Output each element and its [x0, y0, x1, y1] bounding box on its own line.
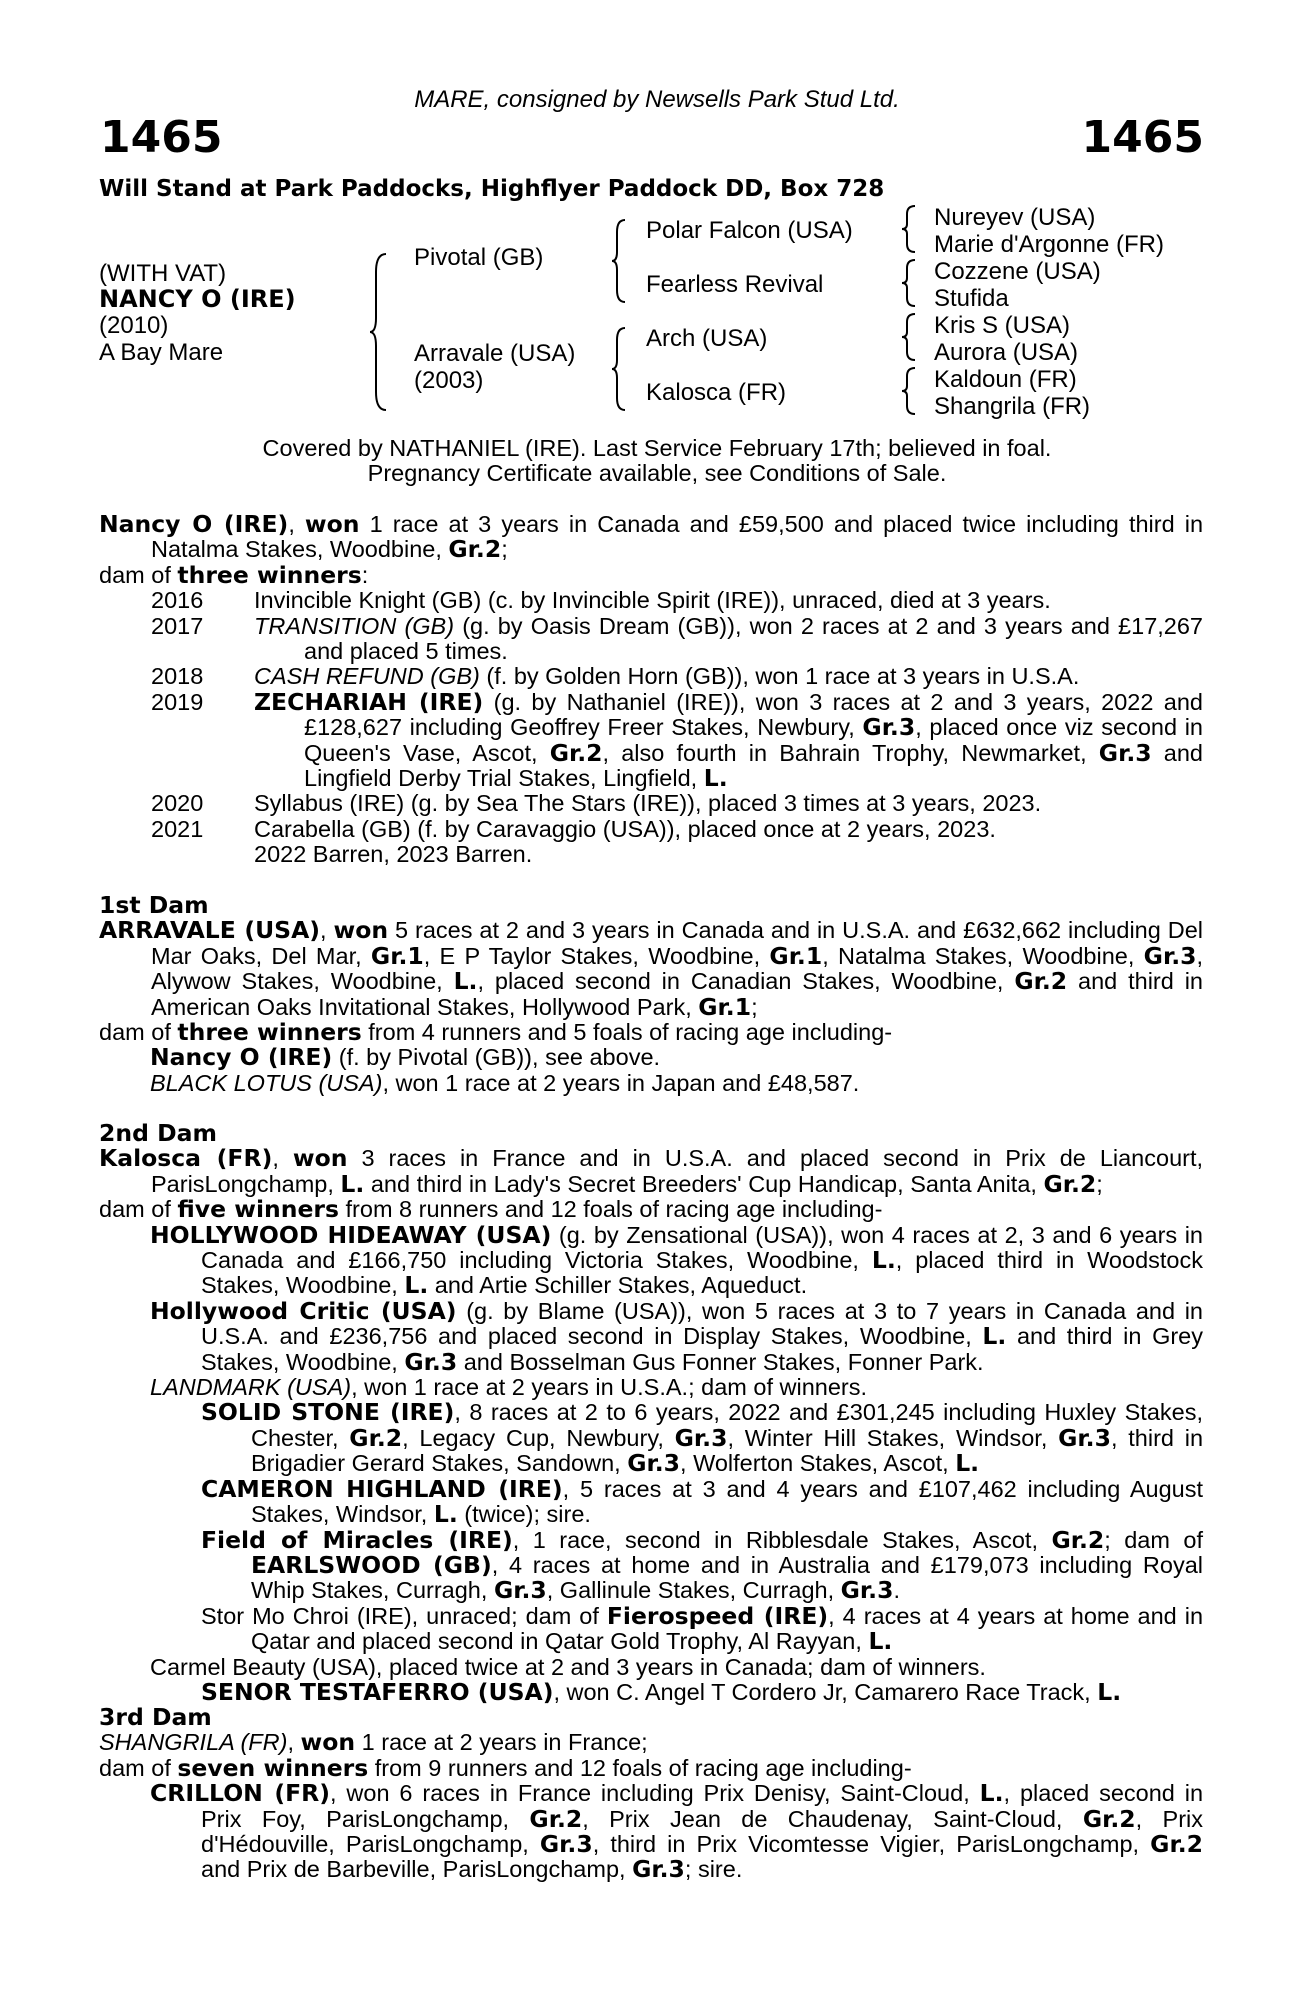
foal-name: LANDMARK (USA): [150, 1374, 352, 1401]
stand-location: Will Stand at Park Paddocks, Highflyer Paddock DD, Box 728: [99, 176, 885, 202]
grade-badge: Gr.3: [840, 1576, 894, 1605]
progeny-entry: [254, 817, 1203, 842]
section-heading: 2nd Dam: [99, 1119, 217, 1147]
listed-badge: L.: [979, 1779, 1004, 1808]
horse-description: A Bay Mare: [99, 339, 224, 366]
foal-entry: [150, 1045, 1203, 1070]
grade-badge: Gr.3: [627, 1449, 681, 1478]
grade-badge: Gr.3: [493, 1576, 547, 1605]
foal-name: Hollywood Critic (USA): [150, 1296, 457, 1325]
summary-text: from 9 runners and 12 foals of racing age including-: [374, 1754, 912, 1781]
dam-name: SHANGRILA (FR): [99, 1729, 288, 1756]
progeny-entry: [254, 664, 1203, 689]
progeny-year: 2016: [151, 587, 204, 614]
foal-name: EARLSWOOD (GB): [251, 1550, 492, 1579]
grade-badge: Gr.2: [549, 738, 603, 767]
foal-name: SOLID STONE (IRE): [201, 1398, 455, 1427]
foal-text: , won 1 race at 2 years in Japan and £48,587.: [382, 1069, 860, 1096]
progeny-row: [99, 664, 1203, 689]
foal-text: , Winter Hill Stakes, Windsor,: [727, 1424, 1048, 1451]
foal-name: Nancy O (IRE): [150, 1043, 333, 1072]
colon: :: [361, 561, 369, 588]
progeny-text-4: and Lingfield Derby Trial Stakes, Lingfield,: [304, 739, 1204, 792]
summary-text: from 4 runners and 5 foals of racing age including-: [368, 1019, 893, 1046]
foal-name: CRILLON (FR): [150, 1779, 331, 1808]
grandfoal-entry: [201, 1400, 1203, 1476]
progeny-text-2: , placed once viz second in Queen's Vase, Ascot,: [304, 714, 1203, 766]
mare-won: won: [304, 510, 360, 538]
foal-name: Fierospeed (IRE): [606, 1601, 829, 1630]
foal-entry: [150, 1071, 1203, 1096]
foal-text: , placed second in Prix Foy, ParisLongchamp,: [201, 1780, 1204, 1832]
progeny-row: [99, 817, 1203, 842]
brace-gen3-4: [902, 366, 918, 416]
foal-text: , Legacy Cup, Newbury,: [402, 1424, 664, 1451]
winners-count: seven winners: [177, 1753, 369, 1782]
foal-text: , Prix d'Hédouville, ParisLongchamp,: [201, 1805, 1204, 1858]
grade-badge: Gr.2: [448, 535, 502, 564]
progeny-entry: [254, 614, 1203, 665]
second-dam-section: [99, 1121, 1203, 1705]
foal-text: Stor Mo Chroi (IRE), unraced; dam of: [201, 1602, 599, 1629]
progeny-year: 2019: [151, 688, 204, 715]
progeny-row: [99, 614, 1203, 665]
gen3-4: Stufida: [934, 285, 1009, 312]
record-text: and third in Lady's Secret Breeders' Cup Handicap, Santa Anita,: [370, 1170, 1037, 1197]
progeny-name: TRANSITION (GB): [254, 612, 455, 639]
record-text: , Natalma Stakes, Woodbine,: [822, 942, 1135, 969]
dam-won: won: [300, 1728, 356, 1757]
progeny-year: 2020: [151, 790, 204, 817]
progeny-text: (g. by Oasis Dream (GB)), won 2 races at 2 and 3 years and £17,267 and placed 5 times.: [304, 612, 1203, 665]
listed-badge: L.: [404, 1271, 429, 1300]
grade-badge: Gr.2: [1051, 1525, 1105, 1554]
dam-of-line: [99, 1753, 1203, 1782]
mare-record-text: 1 race at 3 years in Canada and £59,500 and placed twice including third in Natalma Stakes, Woodbine,: [151, 511, 1204, 563]
foal-text: (twice); sire.: [464, 1501, 591, 1528]
third-dam-section: [99, 1705, 1203, 1883]
gen3-5: Kris S (USA): [934, 312, 1071, 339]
dam-of-label: dam of: [99, 1196, 171, 1223]
foal-entry: [150, 1375, 1203, 1400]
vat-note: (WITH VAT): [99, 260, 227, 287]
sire-name: Pivotal (GB): [414, 244, 544, 271]
foal-entry: Carmel Beauty (USA), placed twice at 2 and 3 years in Canada; dam of winners.: [150, 1653, 986, 1680]
foal-text: and Bosselman Gus Fonner Stakes, Fonner Park.: [463, 1348, 984, 1375]
mare-dam-of: [99, 560, 1203, 589]
covering-note: [0, 436, 1314, 487]
foal-text: , won 1 race at 2 years in U.S.A.; dam of winners.: [351, 1374, 868, 1401]
progeny-text: (c. by Invincible Spirit (IRE)), unraced, died at 3 years.: [487, 587, 1051, 614]
gen2-1: Polar Falcon (USA): [646, 217, 853, 244]
horse-name: NANCY O (IRE): [99, 285, 296, 313]
progeny-name: Syllabus (IRE): [254, 790, 405, 817]
gen3-1: Nureyev (USA): [934, 204, 1096, 231]
record-text: , E P Taylor Stakes, Woodbine,: [423, 942, 761, 969]
progeny-text: (g. by Sea The Stars (IRE)), placed 3 times at 3 years, 2023.: [410, 790, 1042, 817]
dam-name: Arravale (USA): [414, 340, 576, 367]
brace-gen3-3: [902, 312, 918, 362]
listed-badge: L.: [1097, 1677, 1122, 1706]
grandfoal-entry: [201, 1525, 1204, 1605]
foal-text: , 4 races at 4 years at home and in Qatar and placed second in Qatar Gold Trophy, Al Rayyan,: [251, 1602, 1204, 1655]
foal-text: and Artie Schiller Stakes, Aqueduct.: [434, 1272, 808, 1299]
winners-count: five winners: [177, 1195, 339, 1224]
grade-badge: Gr.2: [529, 1804, 583, 1833]
progeny-text-3: , also fourth in Bahrain Trophy, Newmarket,: [602, 739, 1087, 766]
mare-name: Nancy O (IRE): [99, 510, 289, 538]
gen3-2: Marie d'Argonne (FR): [934, 231, 1164, 258]
foal-text: ; sire.: [684, 1856, 743, 1883]
dam-won: won: [292, 1144, 348, 1173]
foal-entry: [150, 1296, 1204, 1376]
foal-text: , Gallinule Stakes, Curragh,: [546, 1577, 835, 1604]
listed-badge: L.: [433, 1500, 458, 1529]
dam-record: Kalosca (FR), won 3 races in France and in U.S.A. and placed second in Prix de Liancourt, ParisLongchamp, L. and third in Lady's Secret Breeders' Cup Handicap, Santa Anita, Gr.2;: [99, 1144, 1204, 1198]
record-text: 3 races in France and in U.S.A. and placed second in Prix de Liancourt, ParisLongchamp,: [151, 1145, 1204, 1197]
grade-badge: Gr.2: [1082, 1804, 1136, 1833]
foal-text: , won C. Angel T Cordero Jr, Camarero Race Track,: [553, 1678, 1091, 1705]
progeny-row: [99, 687, 1204, 793]
progeny-year: 2021: [151, 815, 204, 842]
progeny-text: (g. by Nathaniel (IRE)), won 3 races at 2 and 3 years, 2022 and £128,627 including Geoffrey Freer Stakes, Newbury,: [304, 688, 1203, 741]
record-text: 5 races at 2 and 3 years in Canada and in U.S.A. and £632,662 including Del Mar Oaks, Del Mar,: [151, 917, 1203, 969]
grade-badge: Gr.2: [1043, 1169, 1097, 1198]
section-heading: 1st Dam: [99, 891, 209, 919]
gen3-8: Shangrila (FR): [934, 393, 1091, 420]
foal-text: , Wolferton Stakes, Ascot,: [680, 1450, 949, 1477]
grade-badge: Gr.1: [698, 992, 752, 1021]
first-dam-section: [99, 893, 1203, 1096]
foal-text: ; dam of: [1104, 1526, 1204, 1553]
grade-badge: Gr.3: [1058, 1423, 1111, 1452]
grade-badge: Gr.2: [1150, 1830, 1203, 1859]
foal-text: , Prix Jean de Chaudenay, Saint-Cloud,: [582, 1805, 1063, 1832]
foal-text: (g. by Blame (USA)), won 5 races at 3 to 7 years in Canada and in U.S.A. and £236,756 and placed second in Display Stakes, Woodbine,: [201, 1297, 1204, 1350]
foal-text: (g. by Zensational (USA)), won 4 races at 2, 3 and 6 years in Canada and £166,750 including Victoria Stakes, Woodbine,: [201, 1221, 1204, 1274]
record-text: , Alywow Stakes, Woodbine,: [151, 942, 1204, 995]
progeny-entry: [254, 687, 1204, 793]
progeny-name: Carabella (GB): [254, 815, 411, 842]
foal-text: (f. by Pivotal (GB)), see above.: [338, 1044, 661, 1071]
progeny-name: CASH REFUND (GB): [254, 663, 480, 690]
foal-text: , 1 race, second in Ribblesdale Stakes, Ascot,: [512, 1526, 1038, 1553]
brace-dam: [612, 326, 628, 412]
progeny-name: Invincible Knight (GB): [254, 587, 482, 614]
grade-badge: Gr.3: [404, 1347, 458, 1376]
foal-entry: [150, 1781, 1203, 1883]
progeny-entry: [254, 791, 1203, 816]
dam-year: (2003): [414, 367, 484, 394]
grandfoal-entry: [201, 1601, 1204, 1656]
grandfoal-entry: [201, 1677, 1203, 1706]
barren-note: 2022 Barren, 2023 Barren.: [254, 841, 533, 868]
foal-name: BLACK LOTUS (USA): [150, 1069, 383, 1096]
foal-name: Field of Miracles (IRE): [201, 1525, 513, 1554]
foal-name: CAMERON HIGHLAND (IRE): [201, 1474, 563, 1503]
foal-text: , third in Brigadier Gerard Stakes, Sandown,: [251, 1424, 1204, 1477]
grade-badge: Gr.3: [862, 713, 916, 742]
foal-text: , 5 races at 3 and 4 years and £107,462 including August Stakes, Windsor,: [251, 1475, 1203, 1528]
progeny-text: (f. by Caravaggio (USA)), placed once at 2 years, 2023.: [417, 815, 996, 842]
mare-record: Nancy O (IRE), won 1 race at 3 years in Canada and £59,500 and placed twice including third in Natalma Stakes, Woodbine, Gr.2;: [99, 510, 1204, 564]
brace-gen3-2: [902, 258, 918, 308]
lot-number-left: 1465: [100, 112, 223, 163]
foal-text: , 4 races at home and in Australia and £179,073 including Royal Whip Stakes, Curragh,: [251, 1551, 1204, 1604]
listed-badge: L.: [982, 1322, 1007, 1351]
dam-name: ARRAVALE (USA): [99, 916, 321, 945]
gen2-3: Arch (USA): [646, 325, 768, 352]
grade-badge: Gr.3: [1143, 941, 1197, 970]
gen3-7: Kaldoun (FR): [934, 366, 1077, 393]
gen3-3: Cozzene (USA): [934, 258, 1101, 285]
brace-sire: [612, 218, 628, 304]
gen3-6: Aurora (USA): [934, 339, 1079, 366]
summary-text: from 8 runners and 12 foals of racing age including-: [345, 1196, 883, 1223]
foal-text: , placed third in Woodstock Stakes, Woodbine,: [201, 1247, 1203, 1299]
record-text: and third in American Oaks Invitational Stakes, Hollywood Park,: [151, 968, 1203, 1020]
grade-badge: Gr.3: [674, 1423, 728, 1452]
horse-year: (2010): [99, 312, 169, 339]
foal-text: and third in Grey Stakes, Woodbine,: [201, 1323, 1203, 1375]
record-text: , placed second in Canadian Stakes, Woodbine,: [477, 968, 1004, 995]
listed-badge: L.: [453, 967, 478, 996]
dam-of-label: dam of: [99, 1754, 171, 1781]
winners-count: three winners: [177, 1018, 362, 1047]
brace-gen3-1: [902, 204, 918, 254]
listed-badge: L.: [868, 1627, 893, 1656]
foal-text: and Prix de Barbeville, ParisLongchamp,: [201, 1856, 626, 1883]
record-text: 1 race at 2 years in France;: [361, 1729, 648, 1756]
progeny-row: [99, 791, 1203, 816]
grade-badge: Gr.3: [632, 1855, 685, 1884]
grade-badge: Gr.3: [539, 1830, 593, 1859]
grade-badge: Gr.3: [1098, 738, 1152, 767]
covering-line-1: Covered by NATHANIEL (IRE). Last Service February 17th; believed in foal.: [262, 435, 1052, 461]
dam-of-line: [99, 1197, 1203, 1222]
grade-badge: Gr.2: [1014, 967, 1068, 996]
gen2-2: Fearless Revival: [646, 271, 824, 298]
grade-badge: Gr.1: [370, 941, 424, 970]
dam-of-line: [99, 1020, 1203, 1045]
dam-won: won: [333, 916, 389, 945]
dam-of-label: dam of: [99, 561, 171, 588]
grade-badge: Gr.2: [349, 1423, 403, 1452]
mare-section: [99, 512, 1203, 868]
foal-name: SENOR TESTAFERRO (USA): [201, 1677, 554, 1706]
section-heading: 3rd Dam: [99, 1703, 212, 1731]
dam-of-label: dam of: [99, 1019, 171, 1046]
gen2-4: Kalosca (FR): [646, 379, 787, 406]
record-text: ;: [1096, 1170, 1103, 1197]
listed-badge: L.: [955, 1449, 980, 1478]
consignor-line: MARE, consigned by Newsells Park Stud Ltd.: [414, 86, 900, 113]
listed-badge: L.: [871, 1246, 896, 1275]
foal-entry: [150, 1220, 1204, 1300]
progeny-row: [99, 588, 1203, 613]
foal-name: HOLLYWOOD HIDEAWAY (USA): [150, 1220, 552, 1249]
foal-text: .: [893, 1577, 900, 1604]
record-text: ;: [751, 993, 758, 1020]
progeny-name: ZECHARIAH (IRE): [254, 687, 484, 716]
dam-name: Kalosca (FR): [99, 1144, 273, 1173]
progeny-entry: [254, 588, 1203, 613]
lot-number-right: 1465: [1081, 112, 1204, 163]
grade-badge: Gr.1: [769, 941, 823, 970]
foal-text: , won 6 races in France including Prix Denisy, Saint-Cloud,: [330, 1780, 970, 1807]
covering-line-2: Pregnancy Certificate available, see Conditions of Sale.: [367, 460, 947, 487]
foal-text: , third in Prix Vicomtesse Vigier, ParisLongchamp,: [592, 1831, 1140, 1858]
progeny-year: 2018: [151, 663, 204, 690]
listed-badge: L.: [340, 1169, 365, 1198]
foal-text: , 8 races at 2 to 6 years, 2022 and £301,245 including Huxley Stakes, Chester,: [251, 1399, 1204, 1451]
winners-count: three winners: [177, 560, 362, 589]
brace-main: [370, 252, 390, 412]
progeny-text: (f. by Golden Horn (GB)), won 1 race at 3 years in U.S.A.: [486, 663, 1080, 690]
grandfoal-entry: [201, 1474, 1203, 1529]
listed-badge: L.: [703, 764, 728, 793]
dam-record: ARRAVALE (USA), won 5 races at 2 and 3 years in Canada and in U.S.A. and £632,662 including Del Mar Oaks, Del Mar, Gr.1, E P Taylor Stakes, Woodbine, Gr.1, Natalma Stakes, Woodbine, Gr.3, Alywow Stakes, Woodbine, L., placed second in Canadian Stakes, Woodbine, Gr.2 and third in American Oaks Invitational Stakes, Hollywood Park, Gr.1;: [99, 916, 1204, 1021]
dam-record: SHANGRILA (FR), won 1 race at 2 years in France;: [99, 1728, 648, 1757]
progeny-year: 2017: [151, 612, 204, 639]
